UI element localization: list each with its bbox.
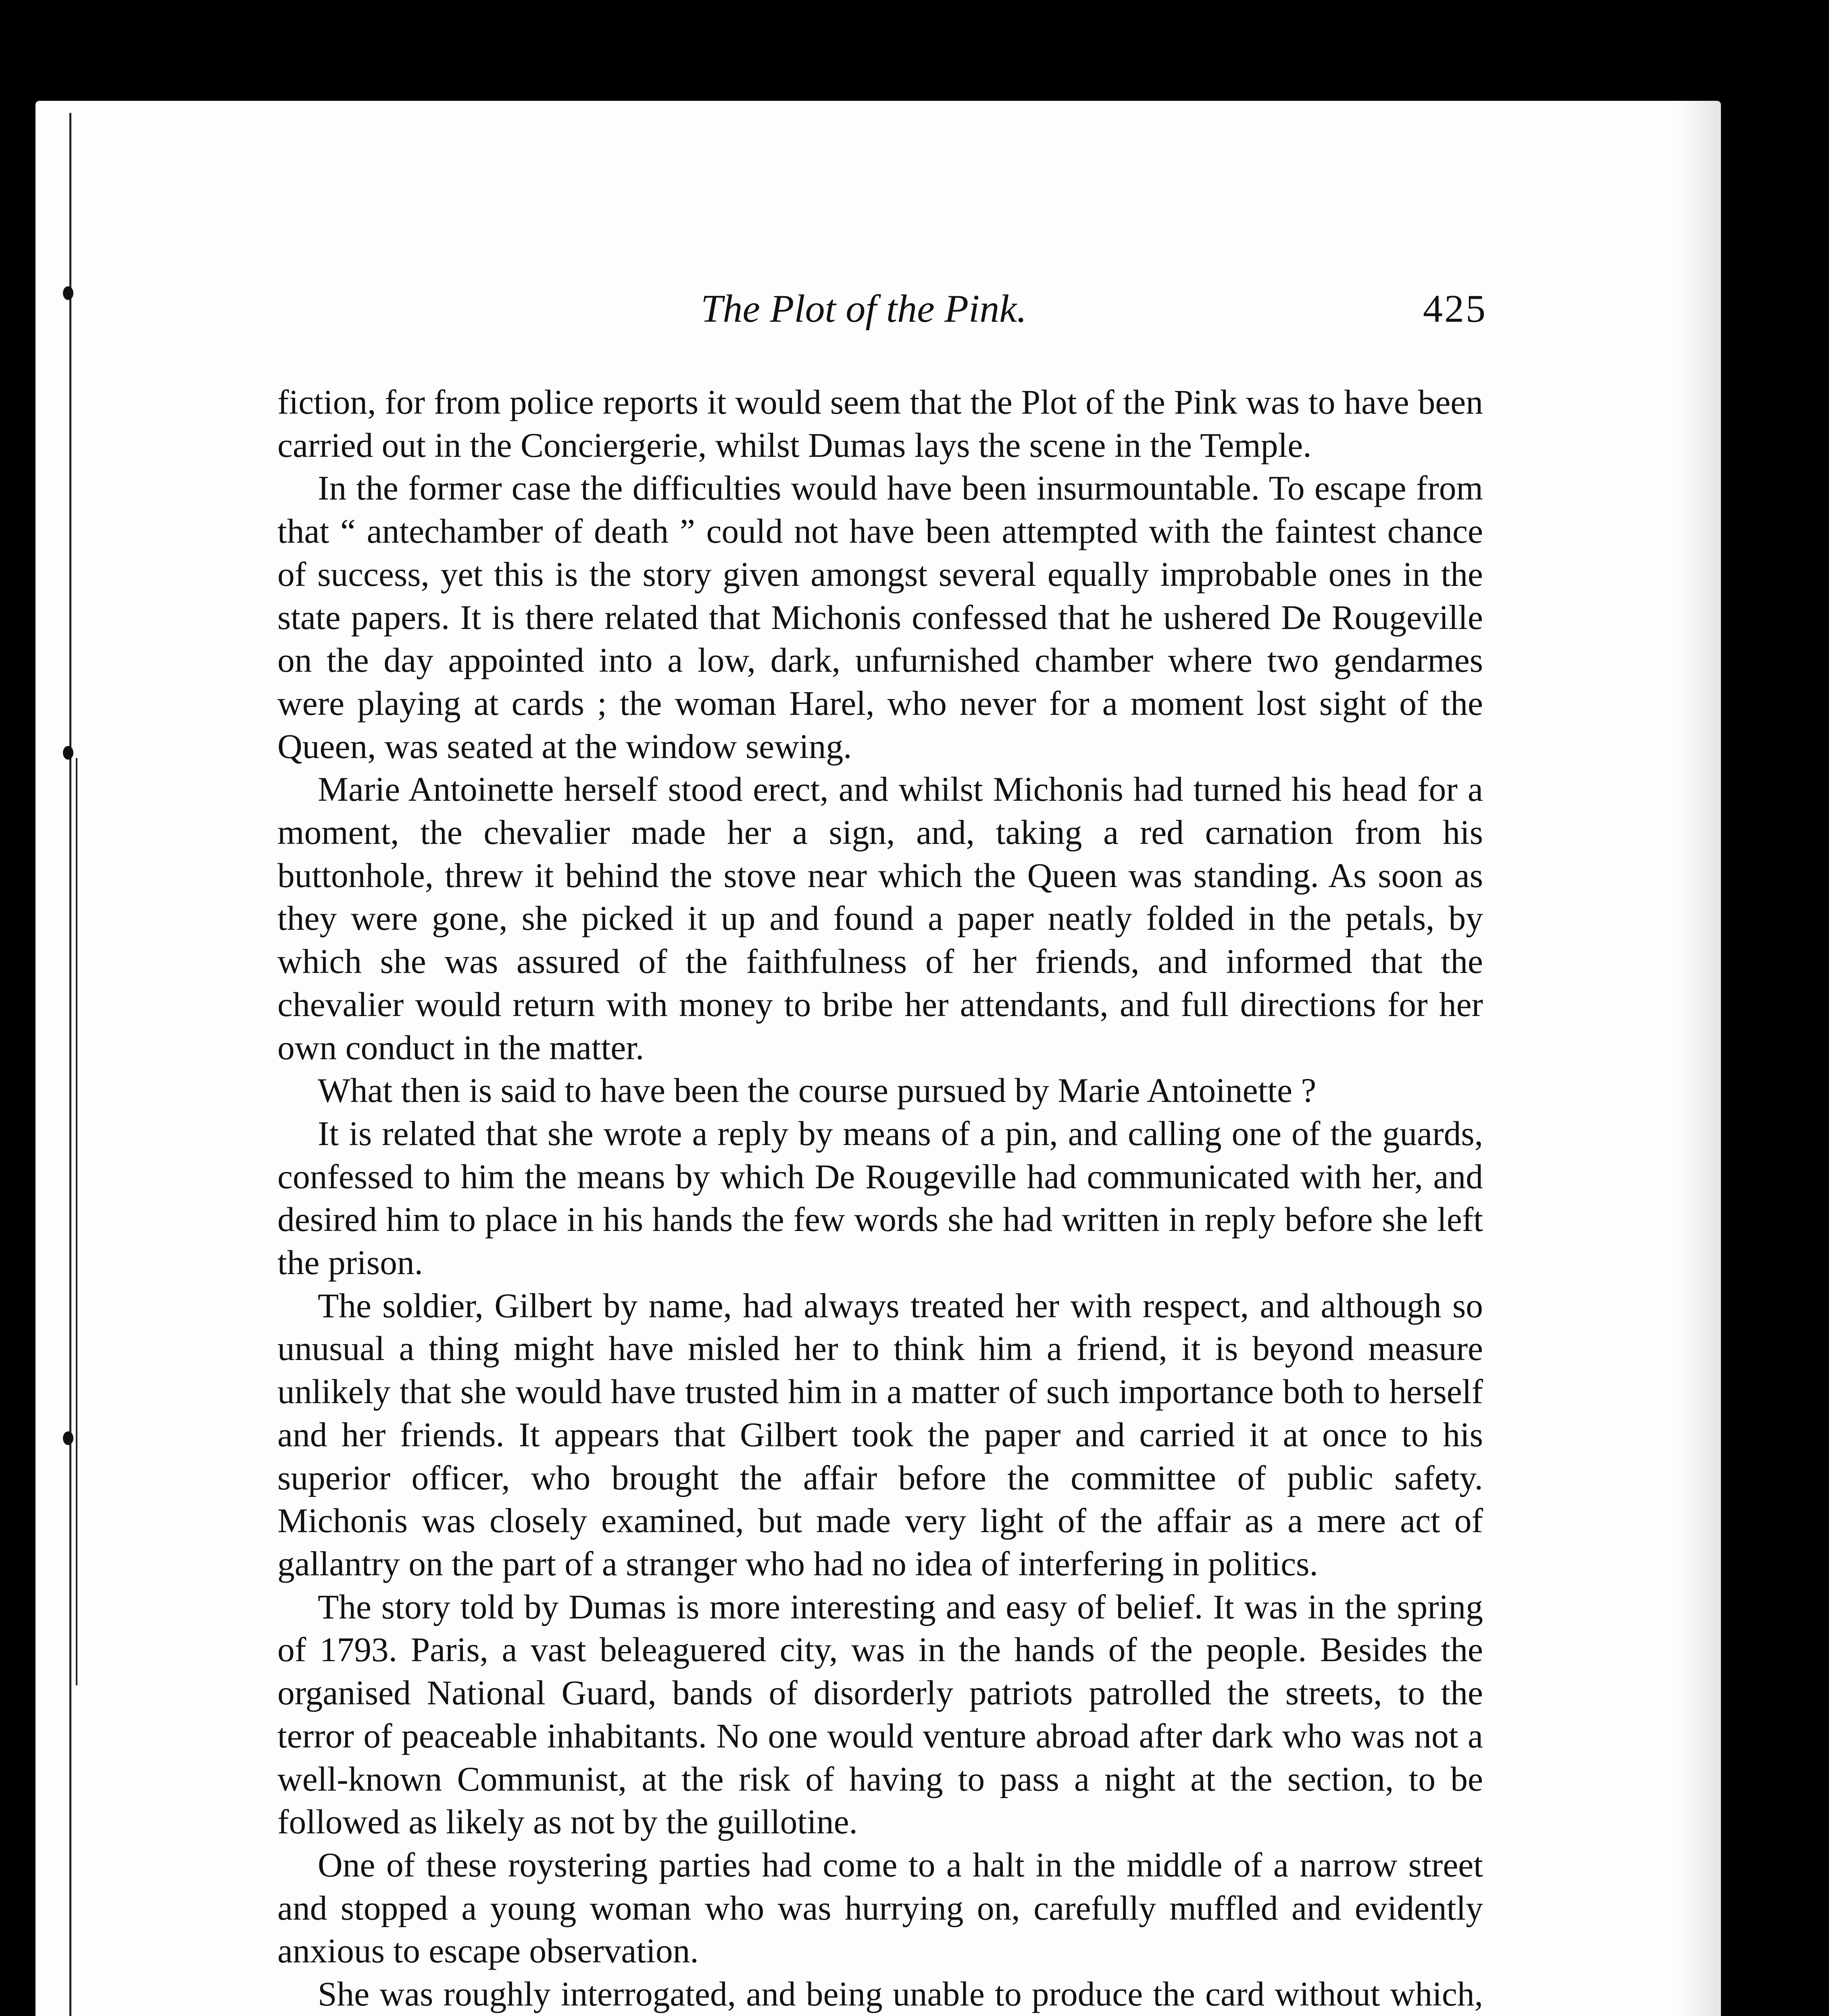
page-gutter — [52, 113, 88, 2016]
paragraph: fiction, for from police reports it would seem that the Plot of the Pink was to have been carried out in the Conciergerie, whilst Dumas lays the scene in the Temple. — [277, 383, 1483, 464]
gutter-mark — [63, 746, 73, 760]
book-page — [35, 101, 1721, 2016]
running-head — [277, 286, 1487, 347]
running-title: The Plot of the Pink. — [701, 287, 1027, 331]
page-number: 425 — [1423, 287, 1487, 331]
gutter-mark — [63, 1431, 73, 1445]
paragraph: In the former case the difficulties would have been insurmountable. To escape from that “ antechamber of death ” could not have been attempted with the faintest chance of success, yet this is the story given amongst several equally improbable ones in the state papers. It is there related that Michonis confessed that he ushered De Rougeville on the day appointed into a low, dark, unfurnished chamber where two gendarmes were playing at cards ; the woman Harel, who never for a moment lost sight of the Queen, was seated at the window sewing. — [277, 469, 1483, 766]
paragraph: The story told by Dumas is more interesting and easy of belief. It was in the spring of 1793. Paris, a vast beleaguered city, was in the hands of the people. Besides the organised National Guard, bands of disorderly patriots patrolled the streets, to the terror of peaceable inhabitants. No one would venture abroad after dark who was not a well-known Communist, at the risk of having to pass a night at the section, to be followed as likely as not by the guillotine. — [277, 1588, 1483, 1841]
page-edge-shadow — [1677, 101, 1721, 2016]
gutter-mark — [63, 286, 73, 300]
paragraph: She was roughly interrogated, and being unable to produce the card without which, — [318, 1975, 1483, 2014]
paragraph: One of these roystering parties had come to a halt in the middle of a narrow street and stopped a young woman who was hurrying on, carefully muffled and evidently anxious to escape observation. — [277, 1846, 1483, 1970]
body-text — [277, 381, 1483, 2016]
paragraph: What then is said to have been the course pursued by Marie Antoinette ? — [318, 1072, 1317, 1110]
paragraph: The soldier, Gilbert by name, had always treated her with respect, and although so unusual a thing might have misled her to think him a friend, it is beyond measure unlikely that she would have trusted him in a matter of such importance both to herself and her friends. It appears that Gilbert took the paper and carried it at once to his superior officer, who brought the affair before the committee of public safety. Michonis was closely examined, but made very light of the affair as a mere act of gallantry on the part of a stranger who had no idea of interfering in politics. — [277, 1287, 1483, 1583]
gutter-binding-line — [76, 758, 77, 1685]
paragraph: It is related that she wrote a reply by means of a pin, and calling one of the guards, confessed to him the means by which De Rougeville had communicated with her, and desired him to place in his hands the few words she had written in reply before she left the prison. — [277, 1114, 1483, 1282]
gutter-binding-line — [69, 113, 71, 2016]
paragraph: Marie Antoinette herself stood erect, and whilst Michonis had turned his head for a moment, the chevalier made her a sign, and, taking a red carnation from his buttonhole, threw it behind the stove near which the Queen was standing. As soon as they were gone, she picked it up and found a paper neatly folded in the petals, by which she was assured of the faithfulness of her friends, and informed that the chevalier would return with money to bribe her attendants, and full directions for her own conduct in the matter. — [277, 771, 1483, 1067]
